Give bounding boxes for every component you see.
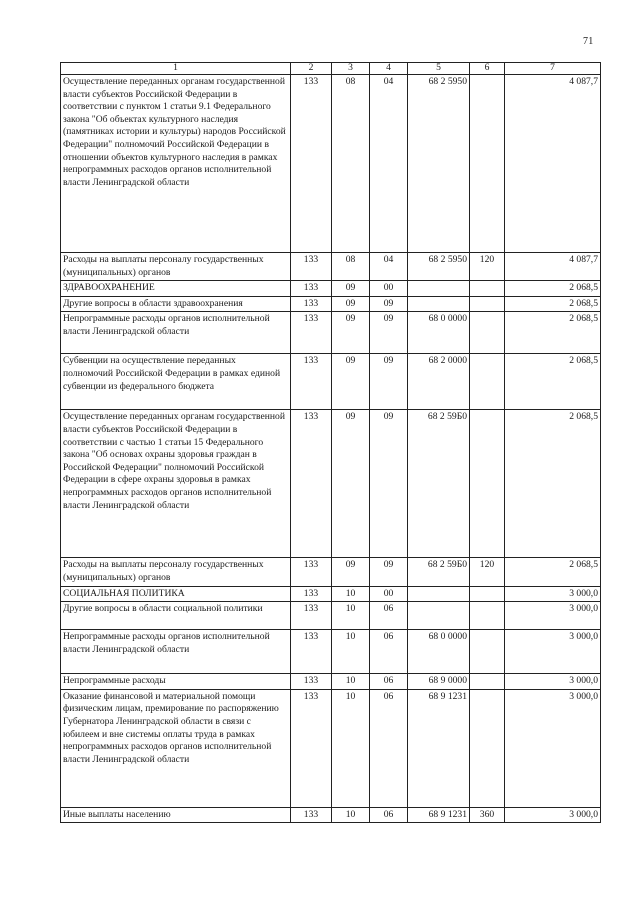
cell-ministry-code: 133	[291, 630, 332, 674]
row-name: Осуществление переданных органам государственной власти субъектов Российской Федерации в соответствии с частью 1 статьи 15 Федерального закона "Об основах охраны здоровья граждан в Российской Федерации" полномочий Российской Федерации в сфере охраны здоровья в рамках непрограммных расходов органов исполнительной власти Ленинградской области	[61, 410, 291, 558]
cell-amount: 2 068,5	[505, 312, 601, 354]
cell-target-article	[408, 281, 470, 297]
table-row	[61, 630, 601, 674]
cell-ministry-code: 133	[291, 602, 332, 630]
table-row	[61, 410, 601, 558]
cell-subsection: 00	[370, 586, 408, 602]
cell-section: 10	[332, 689, 370, 807]
cell-section: 10	[332, 807, 370, 823]
cell-ministry-code: 133	[291, 253, 332, 281]
cell-target-article: 68 2 59Б0	[408, 558, 470, 586]
cell-target-article	[408, 602, 470, 630]
cell-subsection: 06	[370, 807, 408, 823]
table-row	[61, 807, 601, 823]
cell-target-article: 68 9 1231	[408, 689, 470, 807]
cell-target-article: 68 0 0000	[408, 312, 470, 354]
cell-subsection: 04	[370, 253, 408, 281]
cell-target-article: 68 9 1231	[408, 807, 470, 823]
cell-section: 10	[332, 674, 370, 690]
cell-target-article: 68 2 5950	[408, 253, 470, 281]
table-row	[61, 558, 601, 586]
cell-expense-type	[470, 586, 505, 602]
cell-subsection: 09	[370, 312, 408, 354]
row-name: ЗДРАВООХРАНЕНИЕ	[61, 281, 291, 297]
cell-ministry-code: 133	[291, 312, 332, 354]
table-row	[61, 75, 601, 253]
cell-amount: 3 000,0	[505, 630, 601, 674]
cell-expense-type	[470, 602, 505, 630]
cell-ministry-code: 133	[291, 558, 332, 586]
header-cell: 1	[61, 63, 291, 75]
cell-ministry-code: 133	[291, 75, 332, 253]
cell-amount: 2 068,5	[505, 410, 601, 558]
cell-subsection: 04	[370, 75, 408, 253]
cell-amount: 2 068,5	[505, 296, 601, 312]
header-cell: 4	[370, 63, 408, 75]
cell-target-article	[408, 586, 470, 602]
cell-ministry-code: 133	[291, 689, 332, 807]
row-name: Расходы на выплаты персоналу государственных (муниципальных) органов	[61, 253, 291, 281]
cell-subsection: 09	[370, 354, 408, 410]
cell-amount: 3 000,0	[505, 674, 601, 690]
row-name: Непрограммные расходы органов исполнительной власти Ленинградской области	[61, 630, 291, 674]
table-row	[61, 586, 601, 602]
row-name: Иные выплаты населению	[61, 807, 291, 823]
cell-target-article: 68 0 0000	[408, 630, 470, 674]
cell-amount: 3 000,0	[505, 602, 601, 630]
cell-expense-type: 120	[470, 558, 505, 586]
table-row	[61, 689, 601, 807]
cell-subsection: 09	[370, 296, 408, 312]
cell-section: 09	[332, 410, 370, 558]
cell-expense-type: 360	[470, 807, 505, 823]
row-name: СОЦИАЛЬНАЯ ПОЛИТИКА	[61, 586, 291, 602]
cell-section: 09	[332, 281, 370, 297]
header-cell: 5	[408, 63, 470, 75]
cell-expense-type	[470, 281, 505, 297]
cell-expense-type	[470, 689, 505, 807]
cell-ministry-code: 133	[291, 807, 332, 823]
row-name: Оказание финансовой и материальной помощи физическим лицам, премирование по распоряжению Губернатора Ленинградской области в связи с юбилеем и вне системы оплаты труда в рамках непрограммных расходов органов исполнительной власти Ленинградской области	[61, 689, 291, 807]
cell-target-article: 68 9 0000	[408, 674, 470, 690]
table-row	[61, 296, 601, 312]
cell-ministry-code: 133	[291, 586, 332, 602]
cell-expense-type	[470, 354, 505, 410]
cell-expense-type	[470, 630, 505, 674]
cell-subsection: 09	[370, 410, 408, 558]
header-cell: 3	[332, 63, 370, 75]
cell-expense-type	[470, 674, 505, 690]
cell-subsection: 09	[370, 558, 408, 586]
cell-amount: 2 068,5	[505, 354, 601, 410]
cell-ministry-code: 133	[291, 354, 332, 410]
row-name: Другие вопросы в области здравоохранения	[61, 296, 291, 312]
cell-expense-type	[470, 296, 505, 312]
cell-amount: 3 000,0	[505, 689, 601, 807]
row-name: Субвенции на осуществление переданных полномочий Российской Федерации в рамках единой субвенции из федерального бюджета	[61, 354, 291, 410]
cell-amount: 4 087,7	[505, 75, 601, 253]
cell-section: 09	[332, 312, 370, 354]
cell-subsection: 06	[370, 602, 408, 630]
cell-section: 08	[332, 253, 370, 281]
table-row	[61, 253, 601, 281]
cell-amount: 2 068,5	[505, 281, 601, 297]
row-name: Непрограммные расходы органов исполнительной власти Ленинградской области	[61, 312, 291, 354]
cell-subsection: 00	[370, 281, 408, 297]
cell-section: 10	[332, 602, 370, 630]
cell-section: 09	[332, 558, 370, 586]
cell-subsection: 06	[370, 630, 408, 674]
cell-ministry-code: 133	[291, 281, 332, 297]
cell-section: 10	[332, 586, 370, 602]
cell-target-article	[408, 296, 470, 312]
header-cell: 6	[470, 63, 505, 75]
cell-target-article: 68 2 59Б0	[408, 410, 470, 558]
cell-target-article: 68 2 0000	[408, 354, 470, 410]
cell-subsection: 06	[370, 689, 408, 807]
cell-expense-type	[470, 312, 505, 354]
cell-amount: 4 087,7	[505, 253, 601, 281]
cell-section: 08	[332, 75, 370, 253]
row-name: Другие вопросы в области социальной политики	[61, 602, 291, 630]
cell-target-article: 68 2 5950	[408, 75, 470, 253]
table-header-row	[61, 63, 601, 75]
table-row	[61, 281, 601, 297]
table-row	[61, 602, 601, 630]
cell-amount: 3 000,0	[505, 586, 601, 602]
cell-section: 10	[332, 630, 370, 674]
budget-table	[60, 62, 601, 823]
cell-amount: 2 068,5	[505, 558, 601, 586]
header-cell: 7	[505, 63, 601, 75]
cell-ministry-code: 133	[291, 674, 332, 690]
row-name: Осуществление переданных органам государственной власти субъектов Российской Федерации в соответствии с пунктом 1 статьи 9.1 Федерального закона "Об объектах культурного наследия (памятниках истории и культуры) народов Российской Федерации" полномочий Российской Федерации в отношении объектов культурного наследия в рамках непрограммных расходов органов исполнительной власти Ленинградской области	[61, 75, 291, 253]
table-row	[61, 354, 601, 410]
row-name: Непрограммные расходы	[61, 674, 291, 690]
header-cell: 2	[291, 63, 332, 75]
cell-amount: 3 000,0	[505, 807, 601, 823]
table-row	[61, 312, 601, 354]
cell-ministry-code: 133	[291, 296, 332, 312]
table-row	[61, 674, 601, 690]
cell-section: 09	[332, 296, 370, 312]
cell-expense-type	[470, 75, 505, 253]
page-number: 71	[583, 36, 594, 47]
row-name: Расходы на выплаты персоналу государственных (муниципальных) органов	[61, 558, 291, 586]
cell-ministry-code: 133	[291, 410, 332, 558]
cell-section: 09	[332, 354, 370, 410]
cell-expense-type: 120	[470, 253, 505, 281]
cell-expense-type	[470, 410, 505, 558]
cell-subsection: 06	[370, 674, 408, 690]
